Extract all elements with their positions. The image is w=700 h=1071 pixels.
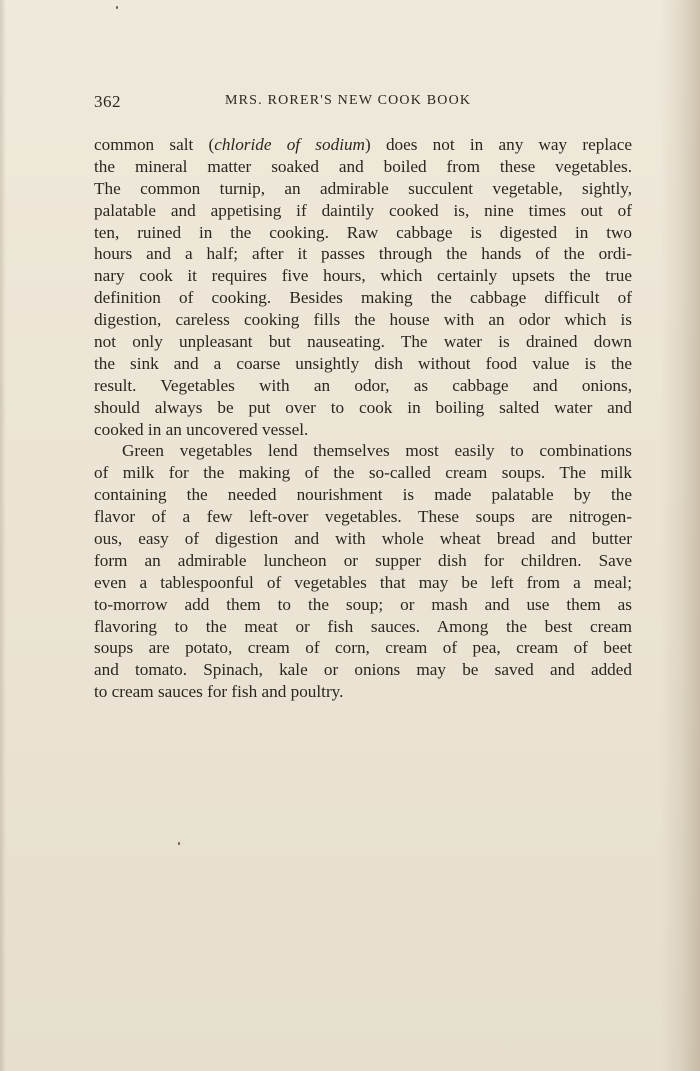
text-line: The common turnip, an admirable succulent vegetable, sightly, [94, 178, 632, 198]
paragraph-2 [94, 440, 632, 703]
text-line: palatable and appetising if daintily cooked is, nine times out of [94, 200, 632, 220]
text-line: result. Vegetables with an odor, as cabbage and onions, [94, 375, 632, 395]
text-line: the mineral matter soaked and boiled from these vegetables. [94, 156, 632, 176]
page-gutter-shadow [0, 0, 6, 1071]
text-line: form an admirable luncheon or supper dish for children. Save [94, 550, 632, 570]
running-head: MRS. RORER'S NEW COOK BOOK [225, 93, 472, 108]
paper-speck [178, 842, 180, 845]
text-line: soups are potato, cream of corn, cream of pea, cream of beet [94, 638, 632, 658]
text-line: should always be put over to cook in boiling salted water and [94, 397, 632, 417]
text-line: even a tablespoonful of vegetables that may be left from a meal; [94, 572, 632, 592]
text-fragment: common salt ( [94, 135, 215, 154]
text-line: and tomato. Spinach, kale or onions may be saved and added [94, 660, 632, 680]
page-number: 362 [94, 92, 121, 111]
text-line: flavor of a few left-over vegetables. These soups are nitrogen- [94, 507, 632, 527]
text-line: flavoring to the meat or fish sauces. Among the best cream [94, 616, 632, 636]
text-fragment: ) does not in any way replace [364, 135, 632, 154]
text-line: the sink and a coarse unsightly dish without food value is the [94, 353, 632, 373]
text-line [94, 134, 632, 156]
text-line: to-morrow add them to the soup; or mash and use them as [94, 594, 632, 614]
text-line: not only unpleasant but nauseating. The water is drained down [94, 332, 632, 352]
text-line: to cream sauces for fish and poultry. [94, 682, 344, 702]
text-line: Green vegetables lend themselves most easily to combinations [122, 441, 632, 461]
text-line: nary cook it requires five hours, which certainly upsets the true [94, 266, 632, 286]
text-line: digestion, careless cooking fills the house with an odor which is [94, 310, 632, 330]
paragraph-1 [94, 134, 632, 440]
body-text [94, 134, 632, 703]
italic-term: chloride of sodium [214, 135, 365, 154]
text-line: cooked in an uncovered vessel. [94, 419, 309, 439]
paper-speck [116, 6, 118, 9]
text-line: of milk for the making of the so-called cream soups. The milk [94, 463, 632, 483]
text-line: ous, easy of digestion and with whole wheat bread and butter [94, 529, 632, 549]
page-header [94, 92, 634, 116]
text-line: containing the needed nourishment is made palatable by the [94, 485, 632, 505]
text-line: definition of cooking. Besides making the cabbage difficult of [94, 288, 632, 308]
text-line: ten, ruined in the cooking. Raw cabbage is digested in two [94, 222, 632, 242]
text-line: hours and a half; after it passes through the hands of the ordi- [94, 244, 632, 264]
